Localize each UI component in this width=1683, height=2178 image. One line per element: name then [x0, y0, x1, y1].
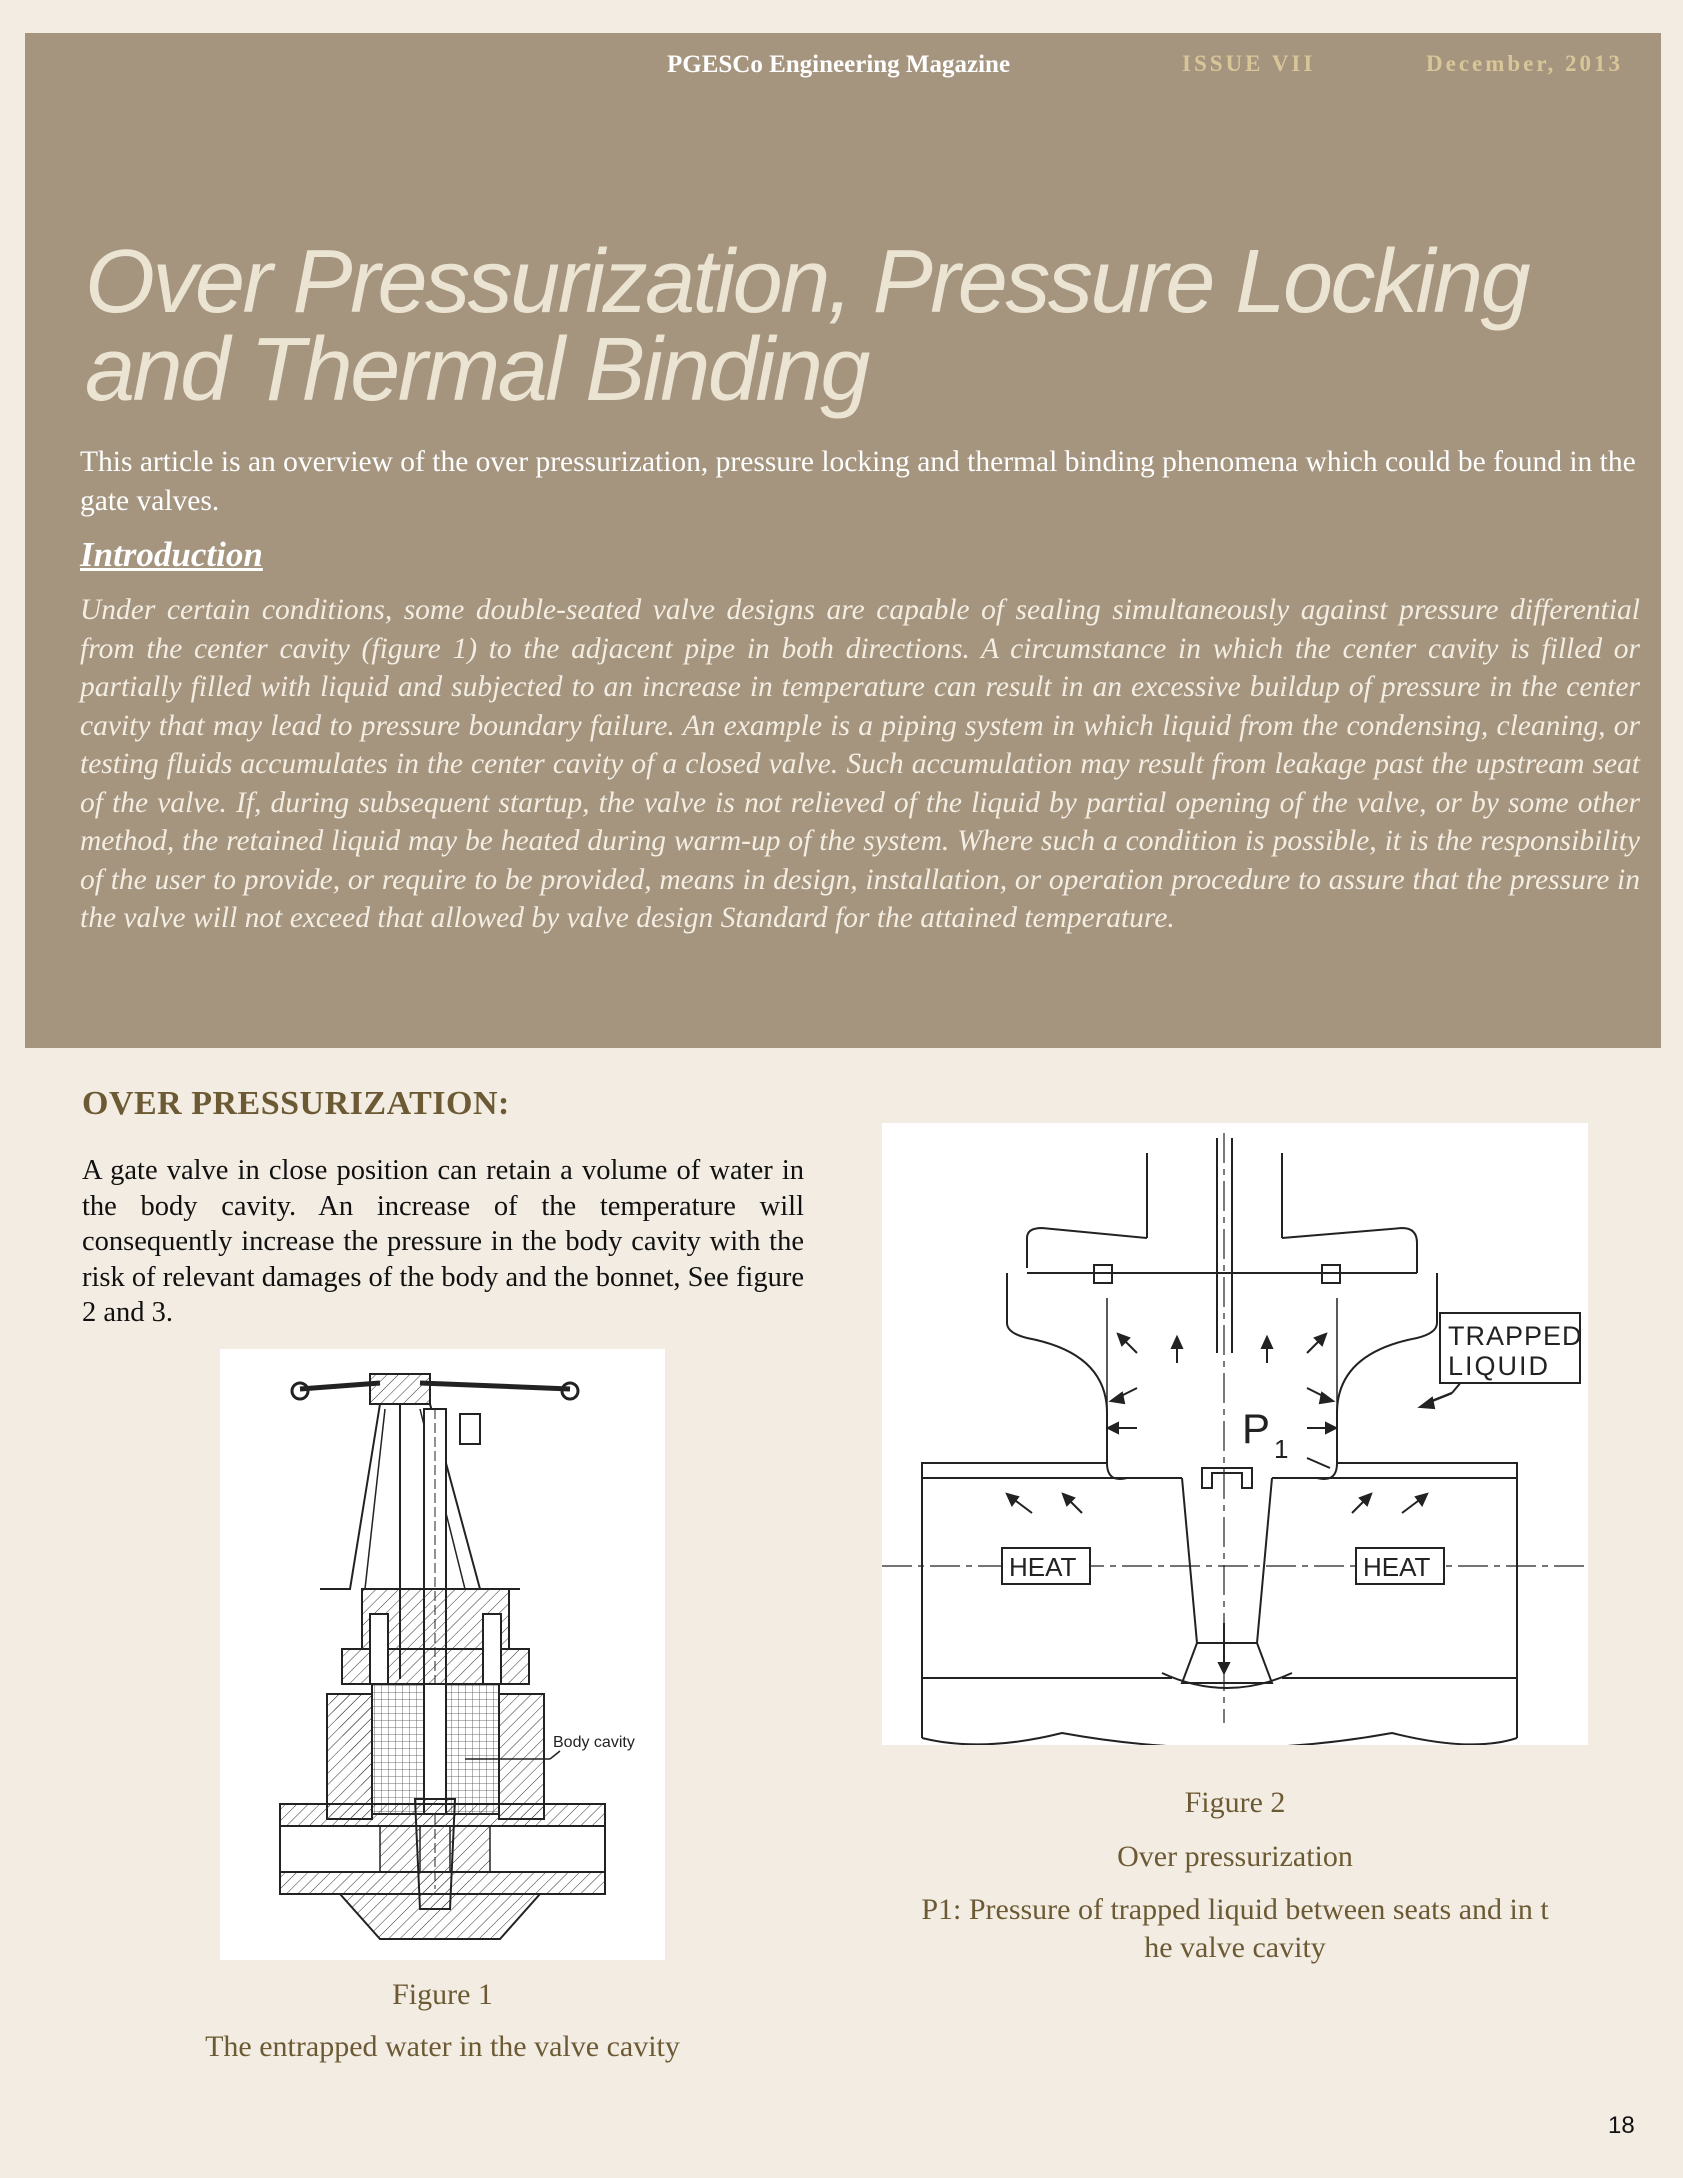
- introduction-heading: Introduction: [80, 535, 263, 574]
- article-lead: This article is an overview of the over pressurization, pressure locking and thermal binding phenomena which could be found in the gate valves.: [80, 446, 1636, 517]
- figure-2-title: Figure 2: [1184, 1786, 1286, 1819]
- heat-label-left: HEAT: [1009, 1552, 1077, 1582]
- heat-label-right: HEAT: [1363, 1552, 1431, 1582]
- figure-2-note-line1: P1: Pressure of trapped liquid between seats and in t: [921, 1893, 1549, 1926]
- figure-1-drawing: [220, 1349, 665, 1960]
- figure-1-title: Figure 1: [392, 1978, 493, 2011]
- body-cavity-label: Body cavity: [553, 1734, 635, 1751]
- figure-1-caption: The entrapped water in the valve cavity: [205, 2030, 680, 2063]
- section-heading: OVER PRESSURIZATION:: [82, 1085, 510, 1122]
- issue-date: December, 2013: [1426, 51, 1623, 76]
- over-pressurization-diagram: [882, 1123, 1588, 1745]
- figure-2-caption: Over pressurization: [1117, 1840, 1353, 1873]
- pressure-p-label: P: [1242, 1405, 1271, 1452]
- header-banner: [25, 33, 1661, 1048]
- page-number: 18: [1608, 2112, 1635, 2139]
- figure-2-note-line2: he valve cavity: [1144, 1931, 1326, 1964]
- gate-valve-drawing: [220, 1349, 665, 1960]
- section-text: A gate valve in close position can retain a volume of water in the body cavity. An increase of the temperature will consequently increase the pressure in the body cavity with the risk of relevant damages of the body and the bonnet, See figure 2 and 3.: [82, 1155, 804, 1328]
- trapped-label-line1: TRAPPED: [1448, 1321, 1583, 1351]
- figure-2-drawing: [882, 1123, 1588, 1745]
- trapped-label-line2: LIQUID: [1448, 1351, 1551, 1381]
- pressure-subscript: 1: [1274, 1434, 1289, 1464]
- issue-number: ISSUE VII: [1182, 51, 1316, 76]
- introduction-text: Under certain conditions, some double-seated valve designs are capable of sealing simultaneously against pressure differential from the center cavity (figure 1) to the adjacent pipe in both directions. A circumstance in which the center cavity is filled or partially filled with liquid and subjected to an increase in temperature can result in an excessive buildup of pressure in the center cavity that may lead to pressure boundary failure. An example is a piping system in which liquid from the condensing, cleaning, or testing fluids accumulates in the center cavity of a closed valve. Such accumulation may result from leakage past the upstream seat of the valve. If, during subsequent startup, the valve is not relieved of the liquid by partial opening of the valve, or by some other method, the retained liquid may be heated during warm-up of the system. Where such a condition is possible, it is the responsibility of the user to provide, or require to be provided, means in design, installation, or operation procedure to assure that the pressure in the valve will not exceed that allowed by valve design Standard for the attained temperature.: [80, 594, 1640, 934]
- article-title: Over Pressurization, Pressure Locking and Thermal Binding: [85, 232, 1529, 420]
- magazine-name: PGESCo Engineering Magazine: [667, 51, 1011, 78]
